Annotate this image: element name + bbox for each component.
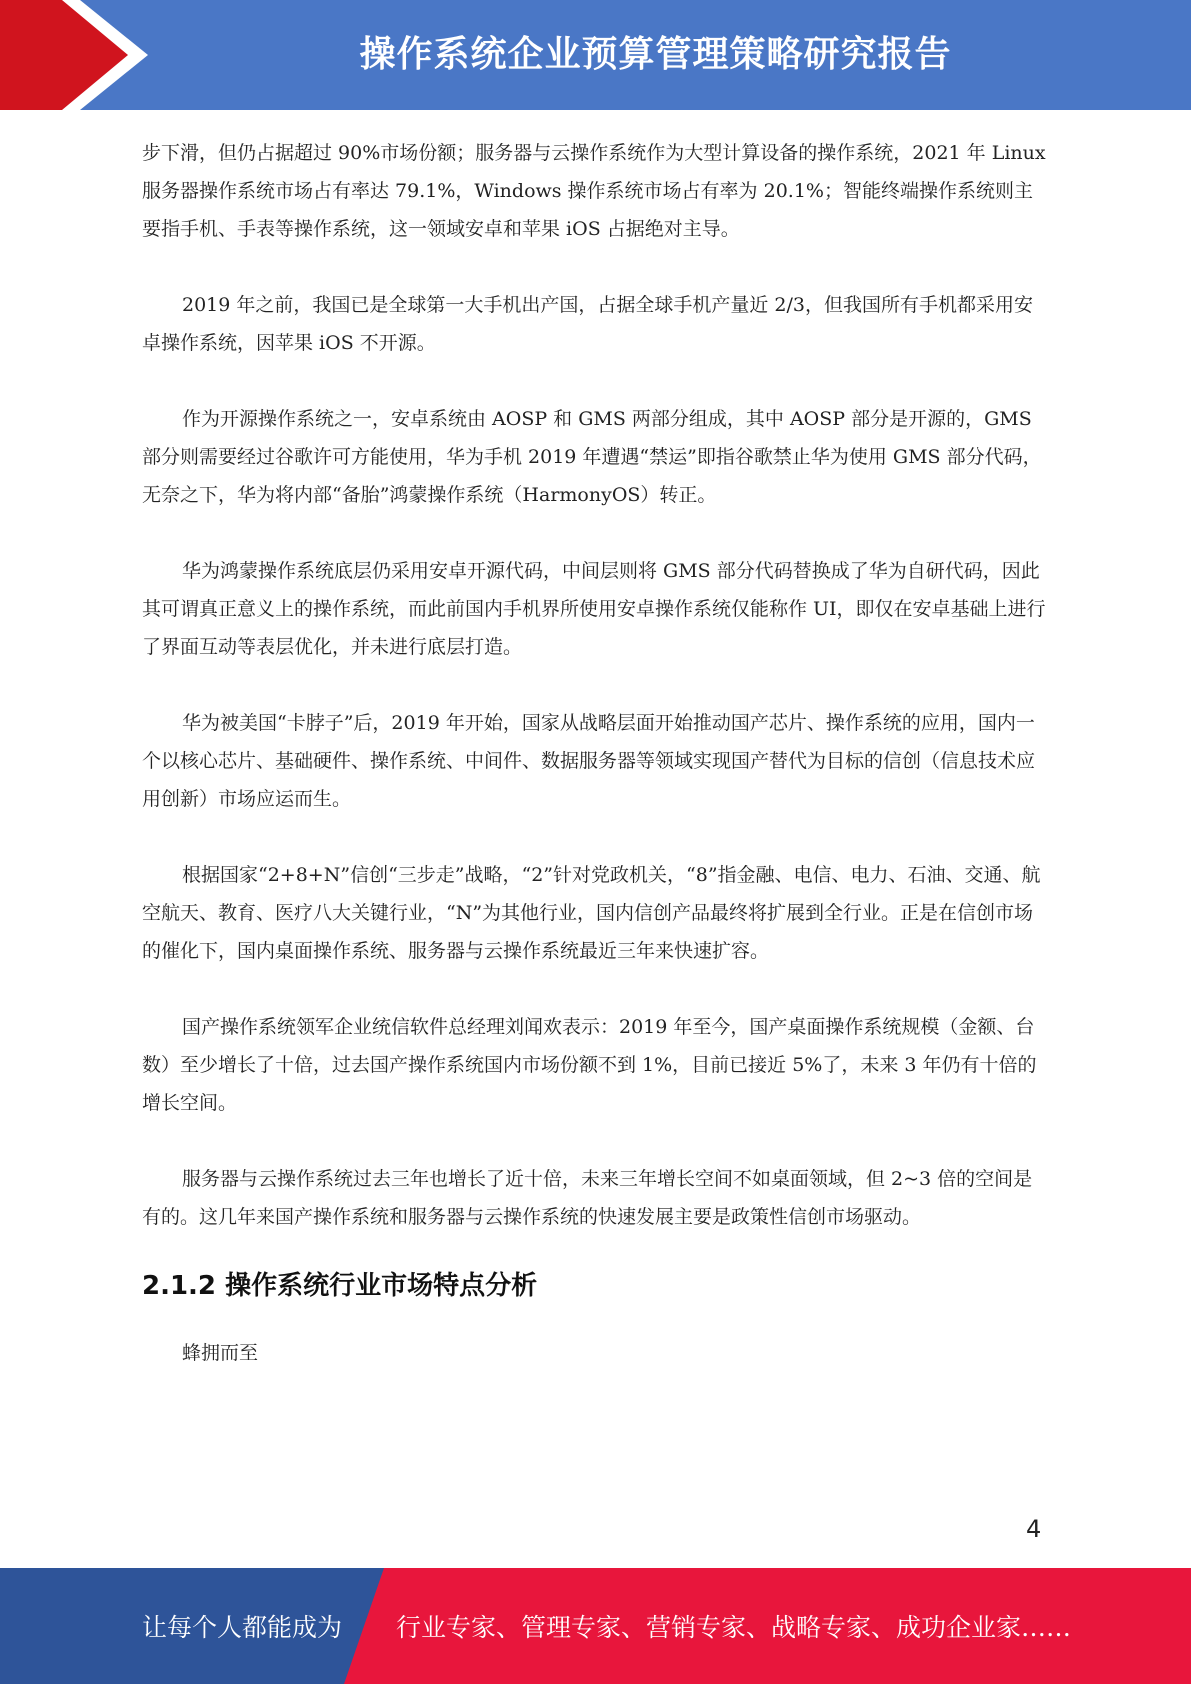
section-heading: 2.1.2 操作系统行业市场特点分析 [142, 1271, 538, 1301]
document-body [142, 134, 1048, 1410]
paragraph-6: 根据国家“2+8+N”信创“三步走”战略，“2”针对党政机关，“8”指金融、电信、电力、石油、交通、航空航天、教育、医疗八大关键行业，“N”为其他行业，国内信创产品最终将扩展到全行业。正是在信创市场的催化下，国内桌面操作系统、服务器与云操作系统最近三年来快速扩容。 [142, 864, 1041, 962]
paragraph-8: 服务器与云操作系统过去三年也增长了近十倍，未来三年增长空间不如桌面领域，但 2~3 倍的空间是有的。这几年来国产操作系统和服务器与云操作系统的快速发展主要是政策性信创市场驱动。 [142, 1168, 1033, 1228]
footer-slogan-right: 行业专家、管理专家、营销专家、战略专家、成功企业家…… [396, 1613, 1072, 1642]
paragraph-3: 作为开源操作系统之一，安卓系统由 AOSP 和 GMS 两部分组成，其中 AOSP 部分是开源的，GMS 部分则需要经过谷歌许可方能使用，华为手机 2019 年遭遇“禁运”即指谷歌禁止华为使用 GMS 部分代码，无奈之下，华为将内部“备胎”鸿蒙操作系统（HarmonyOS）转正。 [142, 408, 1042, 506]
page-number: 4 [1026, 1515, 1042, 1543]
page-footer [0, 1568, 1191, 1684]
page-header [0, 0, 1191, 110]
footer-slogan-left: 让每个人都能成为 [142, 1613, 343, 1642]
paragraph-1: 步下滑，但仍占据超过 90%市场份额；服务器与云操作系统作为大型计算设备的操作系统，2021 年 Linux 服务器操作系统市场占有率达 79.1%，Windows 操作系统市场占有率为 20.1%；智能终端操作系统则主要指手机、手表等操作系统，这一领域安卓和苹果 iOS 占据绝对主导。 [142, 142, 1046, 240]
header-title: 操作系统企业预算管理策略研究报告 [359, 34, 952, 75]
paragraph-2: 2019 年之前，我国已是全球第一大手机出产国，占据全球手机产量近 2/3，但我国所有手机都采用安卓操作系统，因苹果 iOS 不开源。 [142, 294, 1034, 354]
paragraph-7: 国产操作系统领军企业统信软件总经理刘闻欢表示：2019 年至今，国产桌面操作系统规模（金额、台数）至少增长了十倍，过去国产操作系统国内市场份额不到 1%，目前已接近 5%了，未来 3 年仍有十倍的增长空间。 [142, 1016, 1037, 1114]
paragraph-4: 华为鸿蒙操作系统底层仍采用安卓开源代码，中间层则将 GMS 部分代码替换成了华为自研代码，因此其可谓真正意义上的操作系统，而此前国内手机界所使用安卓操作系统仅能称作 UI，即仅在安卓基础上进行了界面互动等表层优化，并未进行底层打造。 [142, 560, 1046, 658]
paragraph-5: 华为被美国“卡脖子”后，2019 年开始，国家从战略层面开始推动国产芯片、操作系统的应用，国内一个以核心芯片、基础硬件、操作系统、中间件、数据服务器等领域实现国产替代为目标的信创（信息技术应用创新）市场应运而生。 [142, 712, 1036, 810]
section-first-line: 蜂拥而至 [182, 1342, 259, 1364]
